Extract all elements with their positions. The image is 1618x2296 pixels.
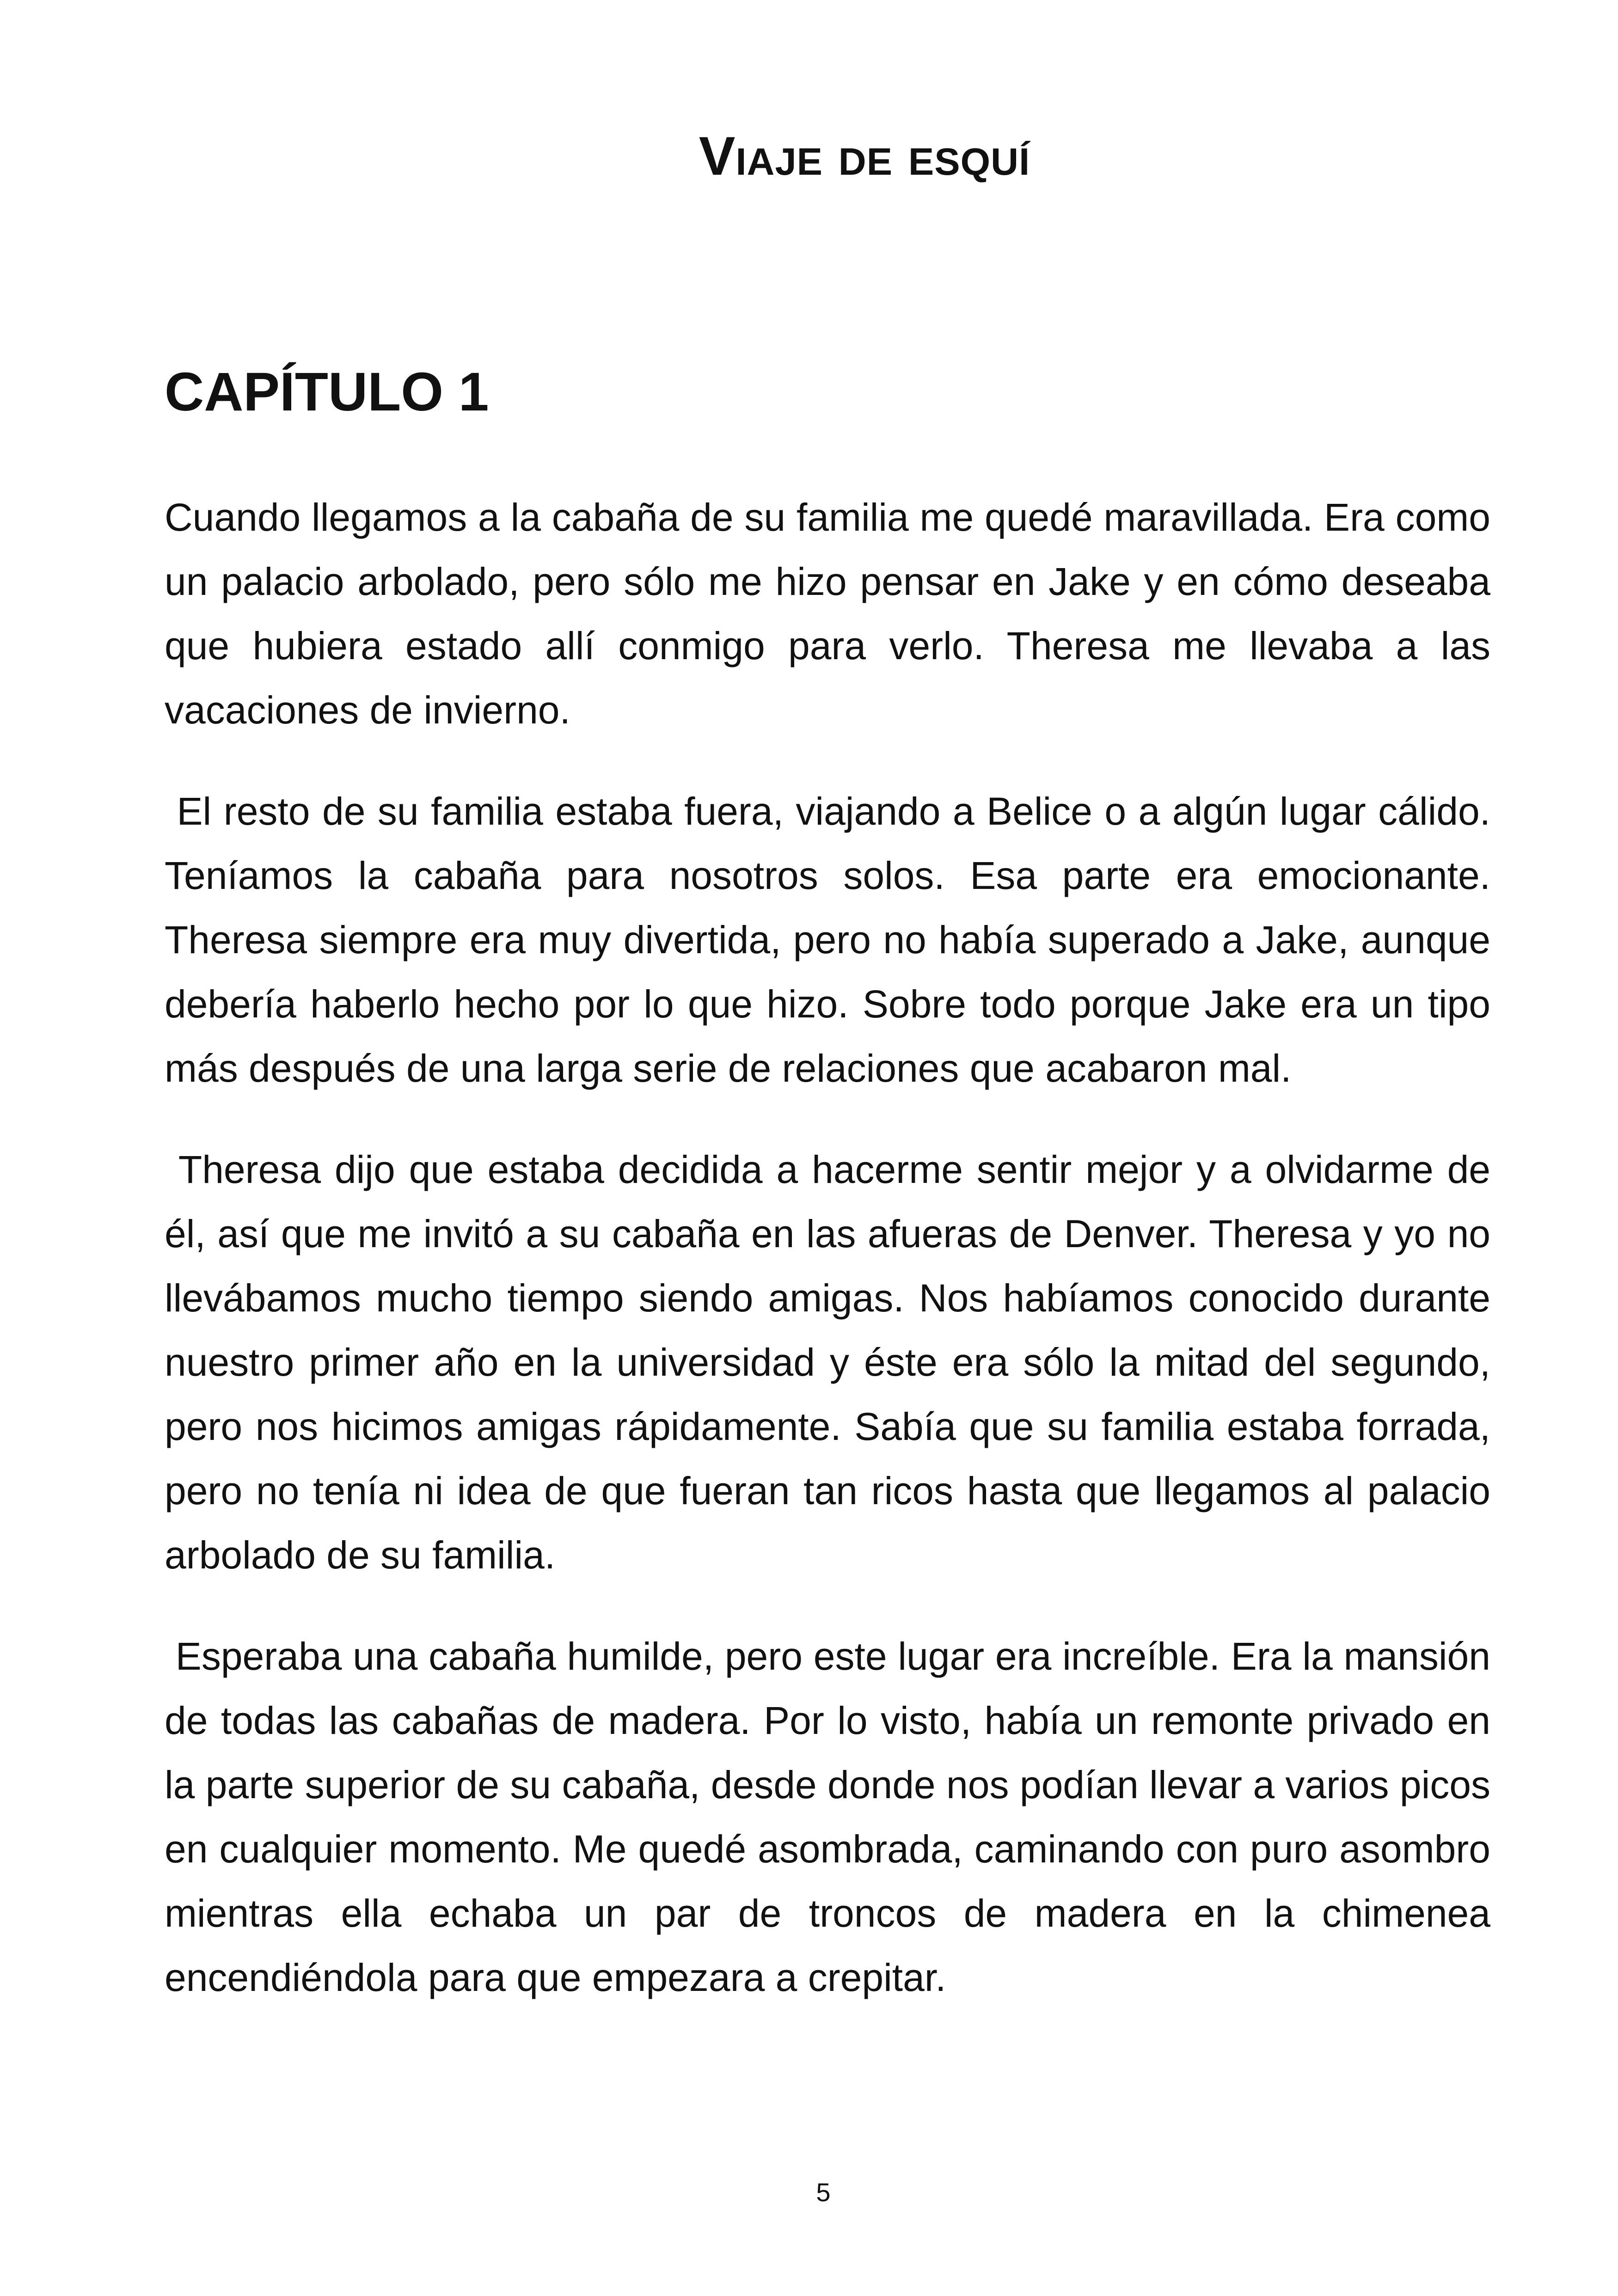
page-number: 5 bbox=[816, 2178, 831, 2207]
paragraph-4: Esperaba una cabaña humilde, pero este lugar era increíble. Era la mansión de todas las cabañas de madera. Por lo visto, había un remonte privado en la parte superior de su cabaña, desde donde nos podían llevar a varios picos en cualquier momento. Me quedé asombrada, caminando con puro asombro mientras ella echaba un par de troncos de madera en la chimenea encendiéndola para que empezara a crepitar. bbox=[165, 1635, 1490, 1999]
paragraph-3: Theresa dijo que estaba decidida a hacerme sentir mejor y a olvidarme de él, así que me invitó a su cabaña en las afueras de Denver. Theresa y yo no llevábamos mucho tiempo siendo amigas. Nos habíamos conocido durante nuestro primer año en la universidad y éste era sólo la mitad del segundo, pero nos hicimos amigas rápidamente. Sabía que su familia estaba forrada, pero no tenía ni idea de que fueran tan ricos hasta que llegamos al palacio arbolado de su familia. bbox=[165, 1148, 1490, 1577]
chapter-heading: CAPÍTULO 1 bbox=[165, 361, 489, 422]
chapter-body bbox=[165, 485, 1490, 2047]
book-title: Viaje de esquí bbox=[699, 126, 1030, 187]
paragraph-1: Cuando llegamos a la cabaña de su familia me quedé maravillada. Era como un palacio arbolado, pero sólo me hizo pensar en Jake y en cómo deseaba que hubiera estado allí conmigo para verlo. Theresa me llevaba a las vacaciones de invierno. bbox=[165, 496, 1490, 732]
paragraph-2: El resto de su familia estaba fuera, viajando a Belice o a algún lugar cálido. Teníamos la cabaña para nosotros solos. Esa parte era emocionante. Theresa siempre era muy divertida, pero no había superado a Jake, aunque debería haberlo hecho por lo que hizo. Sobre todo porque Jake era un tipo más después de una larga serie de relaciones que acabaron mal. bbox=[165, 790, 1490, 1090]
